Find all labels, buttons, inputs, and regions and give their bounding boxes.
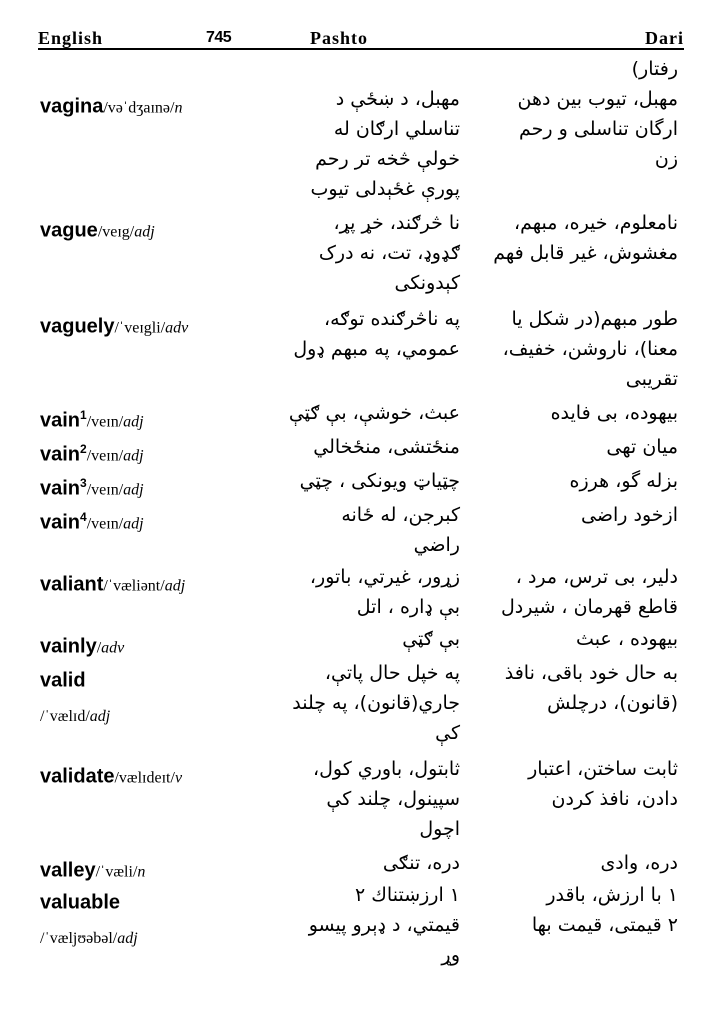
part-of-speech: adj	[117, 929, 138, 947]
dari-text-line: تقریبی	[625, 368, 678, 390]
pashto-text-line: خولې څخه تر رحم	[315, 148, 460, 170]
dari-text-line: ازخود راضی	[581, 504, 678, 526]
headword: valiant	[40, 573, 104, 596]
dari-text-line: بیهوده، بی فایده	[550, 402, 678, 424]
dari-text-line: قاطع قهرمان ، شیردل	[500, 596, 678, 618]
pronunciation: /ˈveɪgli/	[114, 319, 166, 337]
pashto-text-line: کېدونکی	[394, 272, 460, 294]
pashto-column	[240, 754, 460, 844]
pashto-column	[240, 84, 460, 204]
pashto-text-line: کبرجن، له ځانه	[341, 504, 460, 526]
part-of-speech: adj	[123, 447, 144, 465]
pashto-text-line: ثابتول، باوري کول،	[312, 758, 460, 780]
pashto-column	[240, 658, 460, 748]
pashto-column	[240, 880, 460, 970]
dari-text-line: مغشوش، غیر قابل فهم	[493, 242, 678, 264]
dari-text-line: دره، وادی	[600, 852, 678, 874]
headword: vagina	[40, 95, 104, 118]
dari-text-line: معنا)، ناروشن، خفیف،	[502, 338, 678, 360]
pashto-column	[240, 304, 460, 364]
part-of-speech: adv	[165, 319, 189, 337]
part-of-speech: n	[137, 863, 146, 881]
pashto-column	[240, 562, 460, 622]
pronunciation: /vəˈdʒaɪnə/	[103, 99, 175, 117]
pashto-text-line: نا څرګند، خړ پړ،	[333, 212, 460, 234]
pronunciation: /ˈvælɪd/	[40, 707, 90, 725]
part-of-speech: adj	[123, 515, 144, 533]
pashto-text-line: عبث، خوشې، بې ګټې	[288, 402, 460, 424]
dari-text-line: (قانون)، درچلش	[547, 692, 678, 714]
dari-column	[478, 658, 678, 718]
english-column	[40, 658, 260, 734]
pashto-column	[240, 466, 460, 496]
pashto-text-line: بې ګټې	[402, 628, 460, 650]
pashto-column	[240, 432, 460, 462]
pashto-text-line: عمومي، په مبهم ډول	[293, 338, 460, 360]
headword: valuable	[40, 891, 121, 914]
pashto-text-line: سپینول، چلند کې	[326, 788, 460, 810]
pronunciation: /veɪn/	[86, 413, 124, 431]
pronunciation: /vælɪdeɪt/	[114, 769, 175, 787]
part-of-speech: n	[174, 99, 183, 117]
pronunciation: /	[96, 639, 102, 657]
pashto-text-line: اچول	[419, 818, 460, 840]
homograph-number: 3	[80, 476, 87, 490]
english-column	[40, 880, 260, 956]
dari-text-line: طور مبهم(در شکل یا	[511, 308, 678, 330]
dari-text-line: به حال خود باقی، نافذ	[504, 662, 678, 684]
dari-column	[478, 754, 678, 814]
headword: vain	[40, 443, 81, 466]
pashto-text-line: پورې غځېدلی تیوب	[310, 178, 460, 200]
page-header	[38, 28, 684, 50]
dari-text-line: ارگان تناسلی و رحم	[519, 118, 678, 140]
pronunciation: /veɪn/	[86, 481, 124, 499]
pashto-column	[240, 624, 460, 654]
dari-column	[478, 880, 678, 940]
header-pashto-label: Pashto	[310, 28, 369, 48]
pashto-text-line: زړور، غیرتي، باتور،	[309, 566, 460, 588]
dari-text-line: زن	[654, 148, 678, 170]
pronunciation: /veɪg/	[97, 223, 135, 241]
pronunciation: /ˈvæliənt/	[103, 577, 165, 595]
pashto-text-line: دره، تنګی	[382, 852, 460, 874]
dari-column	[478, 84, 678, 174]
english-column	[40, 754, 260, 796]
headword: vainly	[40, 635, 97, 658]
english-column	[40, 208, 260, 250]
headword: vain	[40, 511, 81, 534]
english-column	[40, 500, 260, 542]
part-of-speech: adj	[134, 223, 155, 241]
pashto-text-line: چټیاټ ویونکی ، چټي	[299, 470, 460, 492]
homograph-number: 1	[80, 408, 87, 422]
pashto-text-line: مهبل، د ښځې د	[335, 88, 460, 110]
headword: valley	[40, 859, 96, 882]
dari-column	[478, 466, 678, 496]
dari-text-line: ثابت ساختن، اعتبار	[528, 758, 678, 780]
pronunciation: /veɪn/	[86, 515, 124, 533]
dari-text-line: ۲ قیمتی، قیمت بها	[531, 914, 678, 936]
header-english-label: English	[38, 28, 104, 48]
pashto-text-line: منځتشی، منځخالي	[313, 436, 460, 458]
dari-column	[478, 848, 678, 878]
pashto-column	[240, 848, 460, 878]
dari-column	[478, 500, 678, 530]
pashto-column	[240, 398, 460, 428]
dari-text-line: نامعلوم، خیره، مبهم،	[514, 212, 678, 234]
headword: vague	[40, 219, 98, 242]
homograph-number: 2	[80, 442, 87, 456]
dari-text-line: دادن، نافذ کردن	[551, 788, 678, 810]
headword: valid	[40, 669, 86, 692]
homograph-number: 4	[80, 510, 87, 524]
dari-column	[478, 432, 678, 462]
dari-text-line: دلیر، بی ترس، مرد ،	[515, 566, 678, 588]
english-column	[40, 304, 260, 346]
pashto-text-line: په خپل حال پاتې،	[324, 662, 460, 684]
dari-column	[478, 398, 678, 428]
dari-continuation	[478, 54, 678, 84]
pronunciation: /ˈvæli/	[95, 863, 138, 881]
page-number: 745	[206, 29, 232, 46]
pashto-column	[240, 208, 460, 298]
pashto-text-line: ګډوډ، تت، نه درک	[318, 242, 460, 264]
pronunciation: /ˈvæljʊəbəl/	[40, 929, 118, 947]
headword: vain	[40, 409, 81, 432]
pashto-text-line: په ناڅرګنده توګه،	[323, 308, 460, 330]
dari-column	[478, 562, 678, 622]
pashto-text-line: راضي	[413, 534, 460, 556]
pashto-text-line: وړ	[441, 944, 460, 966]
pashto-text-line: ۱ ارزښتناك ۲	[355, 884, 460, 906]
pashto-text-line: قیمتي، د ډېرو پیسو	[308, 914, 460, 936]
header-dari-label: Dari	[645, 28, 684, 48]
dari-text-line: بزله گو، هرزه	[569, 470, 678, 492]
part-of-speech: v	[174, 769, 183, 787]
part-of-speech: adj	[89, 707, 111, 725]
headword: vaguely	[40, 315, 115, 338]
part-of-speech: adj	[123, 413, 144, 431]
headword: vain	[40, 477, 81, 500]
dari-text-line: رفتار)	[631, 58, 678, 80]
english-column	[40, 84, 260, 126]
dari-text-line: میان تهی	[606, 436, 678, 458]
pashto-text-line: تناسلي ارګان له	[333, 118, 460, 140]
pronunciation: /veɪn/	[86, 447, 124, 465]
dari-column	[478, 208, 678, 268]
english-column	[40, 562, 260, 604]
dari-text-line: بیهوده ، عبث	[576, 628, 678, 650]
dari-column	[478, 304, 678, 394]
dari-text-line: مهبل، تیوب بین دهن	[517, 88, 678, 110]
headword: validate	[40, 765, 115, 788]
dari-column	[478, 624, 678, 654]
pashto-text-line: جاري(قانون)، په چلند	[292, 692, 460, 714]
pashto-column	[240, 500, 460, 560]
part-of-speech: adv	[101, 639, 125, 657]
part-of-speech: adj	[123, 481, 144, 499]
part-of-speech: adj	[164, 577, 186, 595]
dari-text-line: ۱ با ارزش، باقدر	[546, 884, 678, 906]
pashto-text-line: کې	[435, 722, 460, 744]
pashto-text-line: بې ډاره ، اتل	[356, 596, 460, 618]
